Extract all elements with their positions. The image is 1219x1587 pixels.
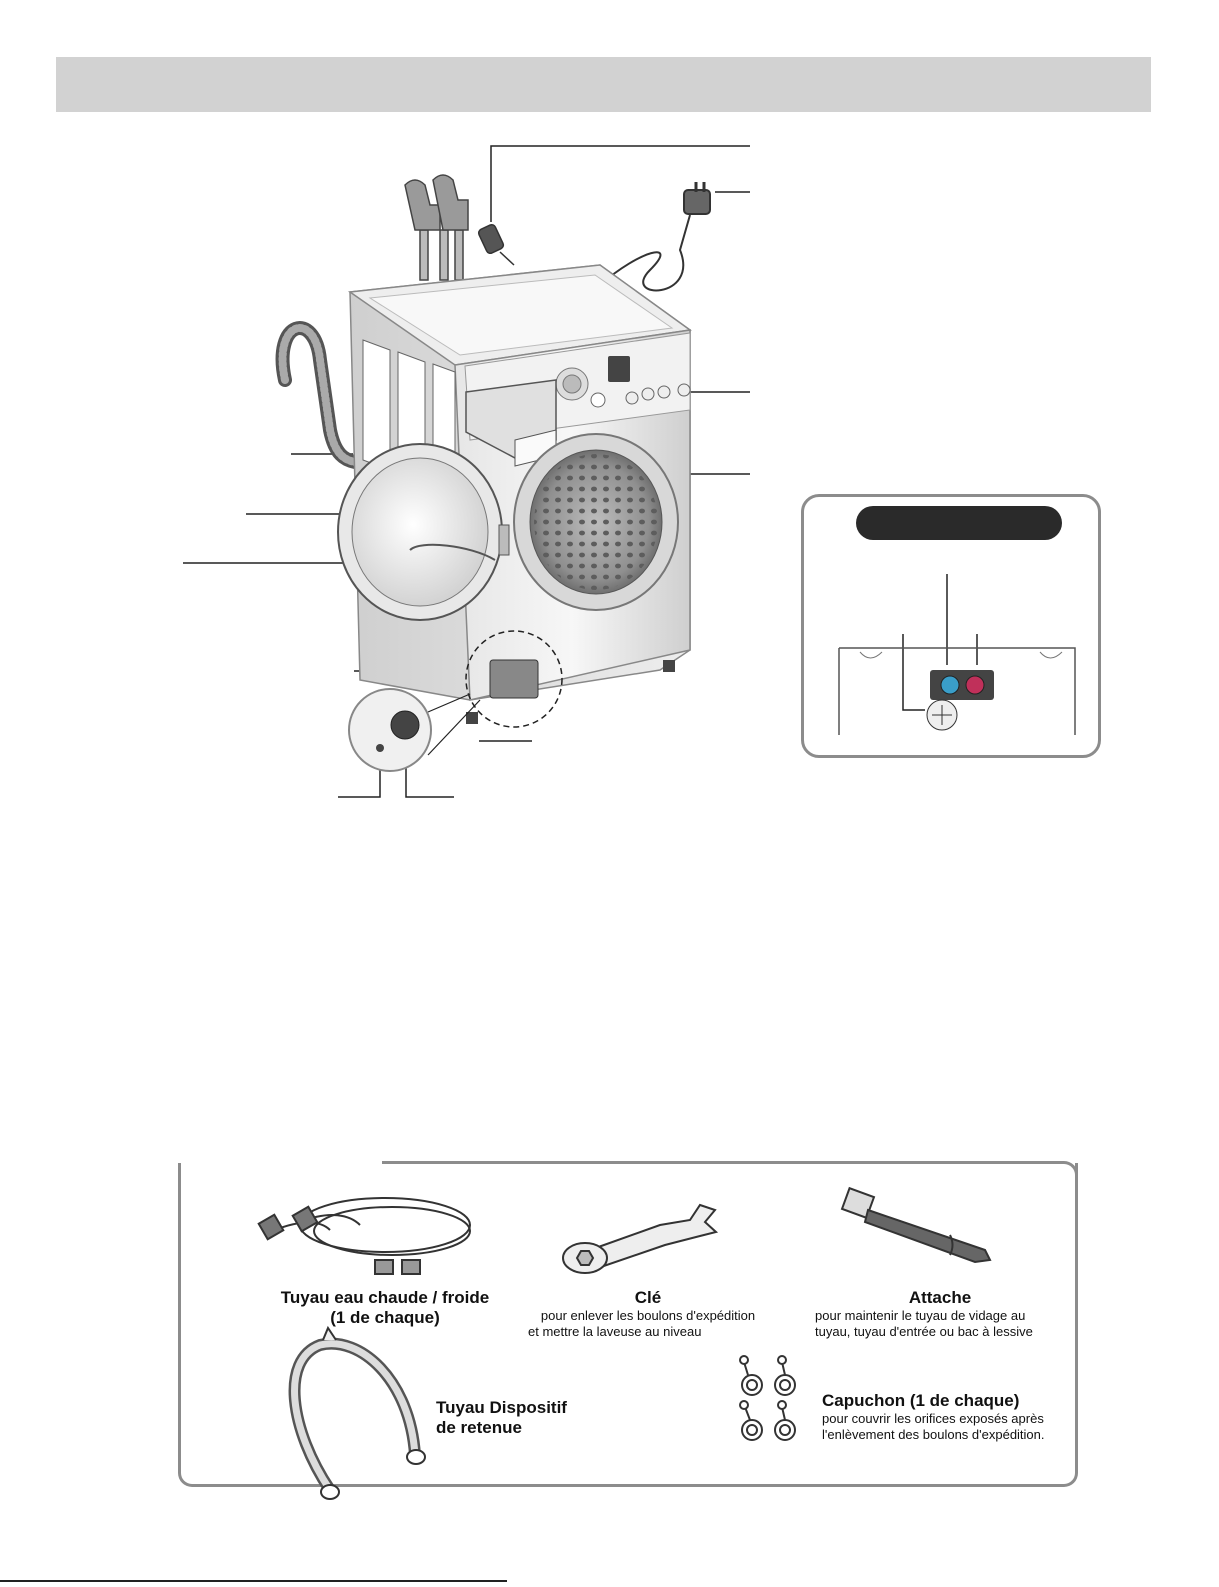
- accessory-caps-desc-2: l'enlèvement des boulons d'expédition.: [822, 1427, 1045, 1442]
- accessory-tie-desc-2: tuyau, tuyau d'entrée ou bac à lessive: [815, 1324, 1033, 1339]
- drain-filter-zoom: [349, 689, 480, 771]
- accessory-tie: [815, 1288, 1065, 1340]
- accessory-wrench: [520, 1288, 776, 1340]
- accessory-tie-desc-1: pour maintenir le tuyau de vidage au: [815, 1308, 1026, 1323]
- accessory-tie-title: Attache: [908, 1288, 972, 1307]
- accessory-hose-holder: [436, 1398, 606, 1438]
- accessory-hose-holder-title-1: Tuyau Dispositif: [436, 1398, 567, 1417]
- accessory-hose: [264, 1288, 506, 1328]
- accessories-frame-top: [382, 1161, 1078, 1175]
- drain-plug: [477, 223, 514, 265]
- accessory-caps-title: Capuchon (1 de chaque): [822, 1391, 1020, 1410]
- accessory-hose-title-1: Tuyau eau chaude / froide: [280, 1288, 490, 1307]
- accessory-wrench-desc-2: et mettre la laveuse au niveau: [528, 1324, 702, 1339]
- footer-rule: [0, 1580, 507, 1582]
- water-inlet-taps: [405, 175, 468, 280]
- accessory-hose-holder-title-2: de retenue: [436, 1418, 522, 1437]
- power-cord: [600, 182, 710, 290]
- accessory-caps: [822, 1391, 1072, 1443]
- accessory-hose-title-2: (1 de chaque): [330, 1308, 440, 1327]
- accessories-frame-tick: [178, 1176, 181, 1186]
- accessory-caps-desc-1: pour couvrir les orifices exposés après: [822, 1411, 1044, 1426]
- accessory-wrench-title: Clé: [634, 1288, 662, 1307]
- accessory-wrench-desc-1: pour enlever les boulons d'expédition: [540, 1308, 756, 1323]
- inset-title-pill: [856, 506, 1062, 540]
